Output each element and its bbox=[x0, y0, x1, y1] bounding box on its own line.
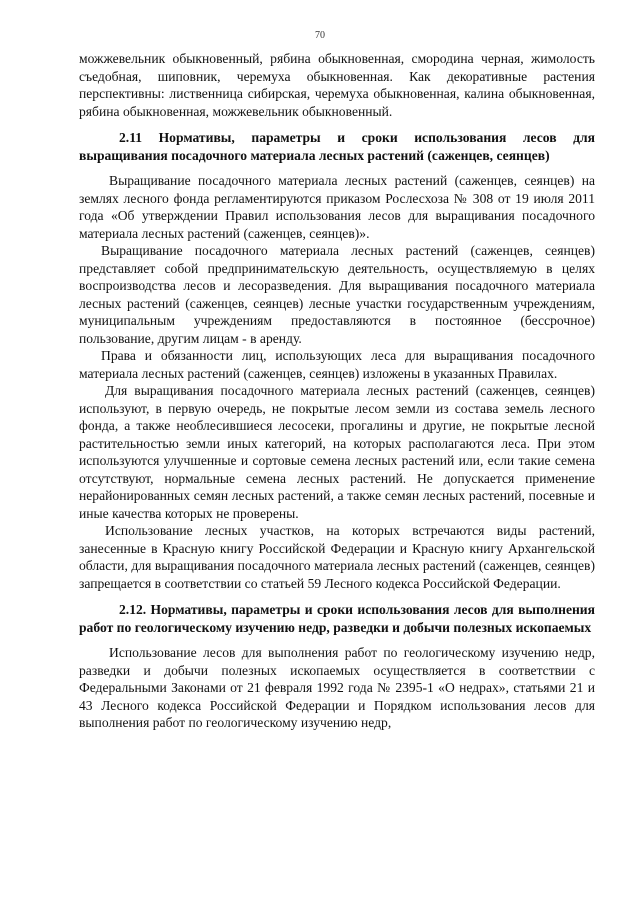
paragraph: Права и обязанности лиц, использующих леса для выращивания посадочного материала лесных растений (саженцев, сеянцев) изложены в указанных Правилах. bbox=[79, 348, 595, 381]
paragraph: Выращивание посадочного материала лесных растений (саженцев, сеянцев) представляет собой предпринимательскую деятельность, осуществляемую в целях воспроизводства лесов и лесоразведения. Для выращивания посадочного материала лесных растений (саженцев, сеянцев) лесные участки государственным учреждениям, муниципальным учреждениям предоставляются в постоянное (бессрочное) пользование, другим лицам - в аренду. bbox=[79, 243, 595, 346]
section-heading-2-11: 2.11 Нормативы, параметры и сроки использования лесов для выращивания посадочного материала лесных растений (саженцев, сеянцев) bbox=[79, 130, 595, 163]
paragraph-continuation: можжевельник обыкновенный, рябина обыкновенная, смородина черная, жимолость съедобная, шиповник, черемуха обыкновенная. Как декоративные растения перспективны: лиственница сибирская, черемуха обыкновенная, калина обыкновенная, рябина обыкновенная, можжевельник обыкновенный. bbox=[79, 51, 595, 119]
paragraph: Для выращивания посадочного материала лесных растений (саженцев, сеянцев) используют, в первую очередь, не покрытые лесом земли из состава земель лесного фонда, а также необлесившиеся лесосеки, прогалины и другие, не покрытые лесной растительностью земли иных категорий, на которых располагаются леса. При этом используются улучшенные и сортовые семена лесных растений или, если такие семена отсутствуют, нормальные семена лесных растений. Не допускается применение нерайонированных семян лесных растений, а также семян лесных растений, посевные и иные качества которых не проверены. bbox=[79, 383, 595, 521]
section-heading-2-12: 2.12. Нормативы, параметры и сроки использования лесов для выполнения работ по геологическому изучению недр, разведки и добычи полезных ископаемых bbox=[79, 602, 595, 635]
document-body bbox=[79, 50, 595, 732]
page-number: 70 bbox=[315, 30, 325, 41]
paragraph: Использование лесов для выполнения работ по геологическому изучению недр, разведки и добычи полезных ископаемых осуществляется в соответствии с Федеральными Законами от 21 февраля 1992 года № 2395-1 «О недрах», статьями 21 и 43 Лесного кодекса Российской Федерации и Порядком использования лесов для выполнения работ по геологическому изучению недр, bbox=[79, 645, 595, 730]
paragraph: Выращивание посадочного материала лесных растений (саженцев, сеянцев) на землях лесного фонда регламентируются приказом Рослесхоза № 308 от 19 июля 2011 года «Об утверждении Правил использования лесов для выращивания посадочного материала лесных растений (саженцев, сеянцев)». bbox=[79, 173, 595, 241]
paragraph: Использование лесных участков, на которых встречаются виды растений, занесенные в Красную книгу Российской Федерации и Красную книгу Архангельской области, для выращивания посадочного материала лесных растений (саженцев, сеянцев) запрещается в соответствии со статьей 59 Лесного кодекса Российской Федерации. bbox=[79, 523, 595, 591]
